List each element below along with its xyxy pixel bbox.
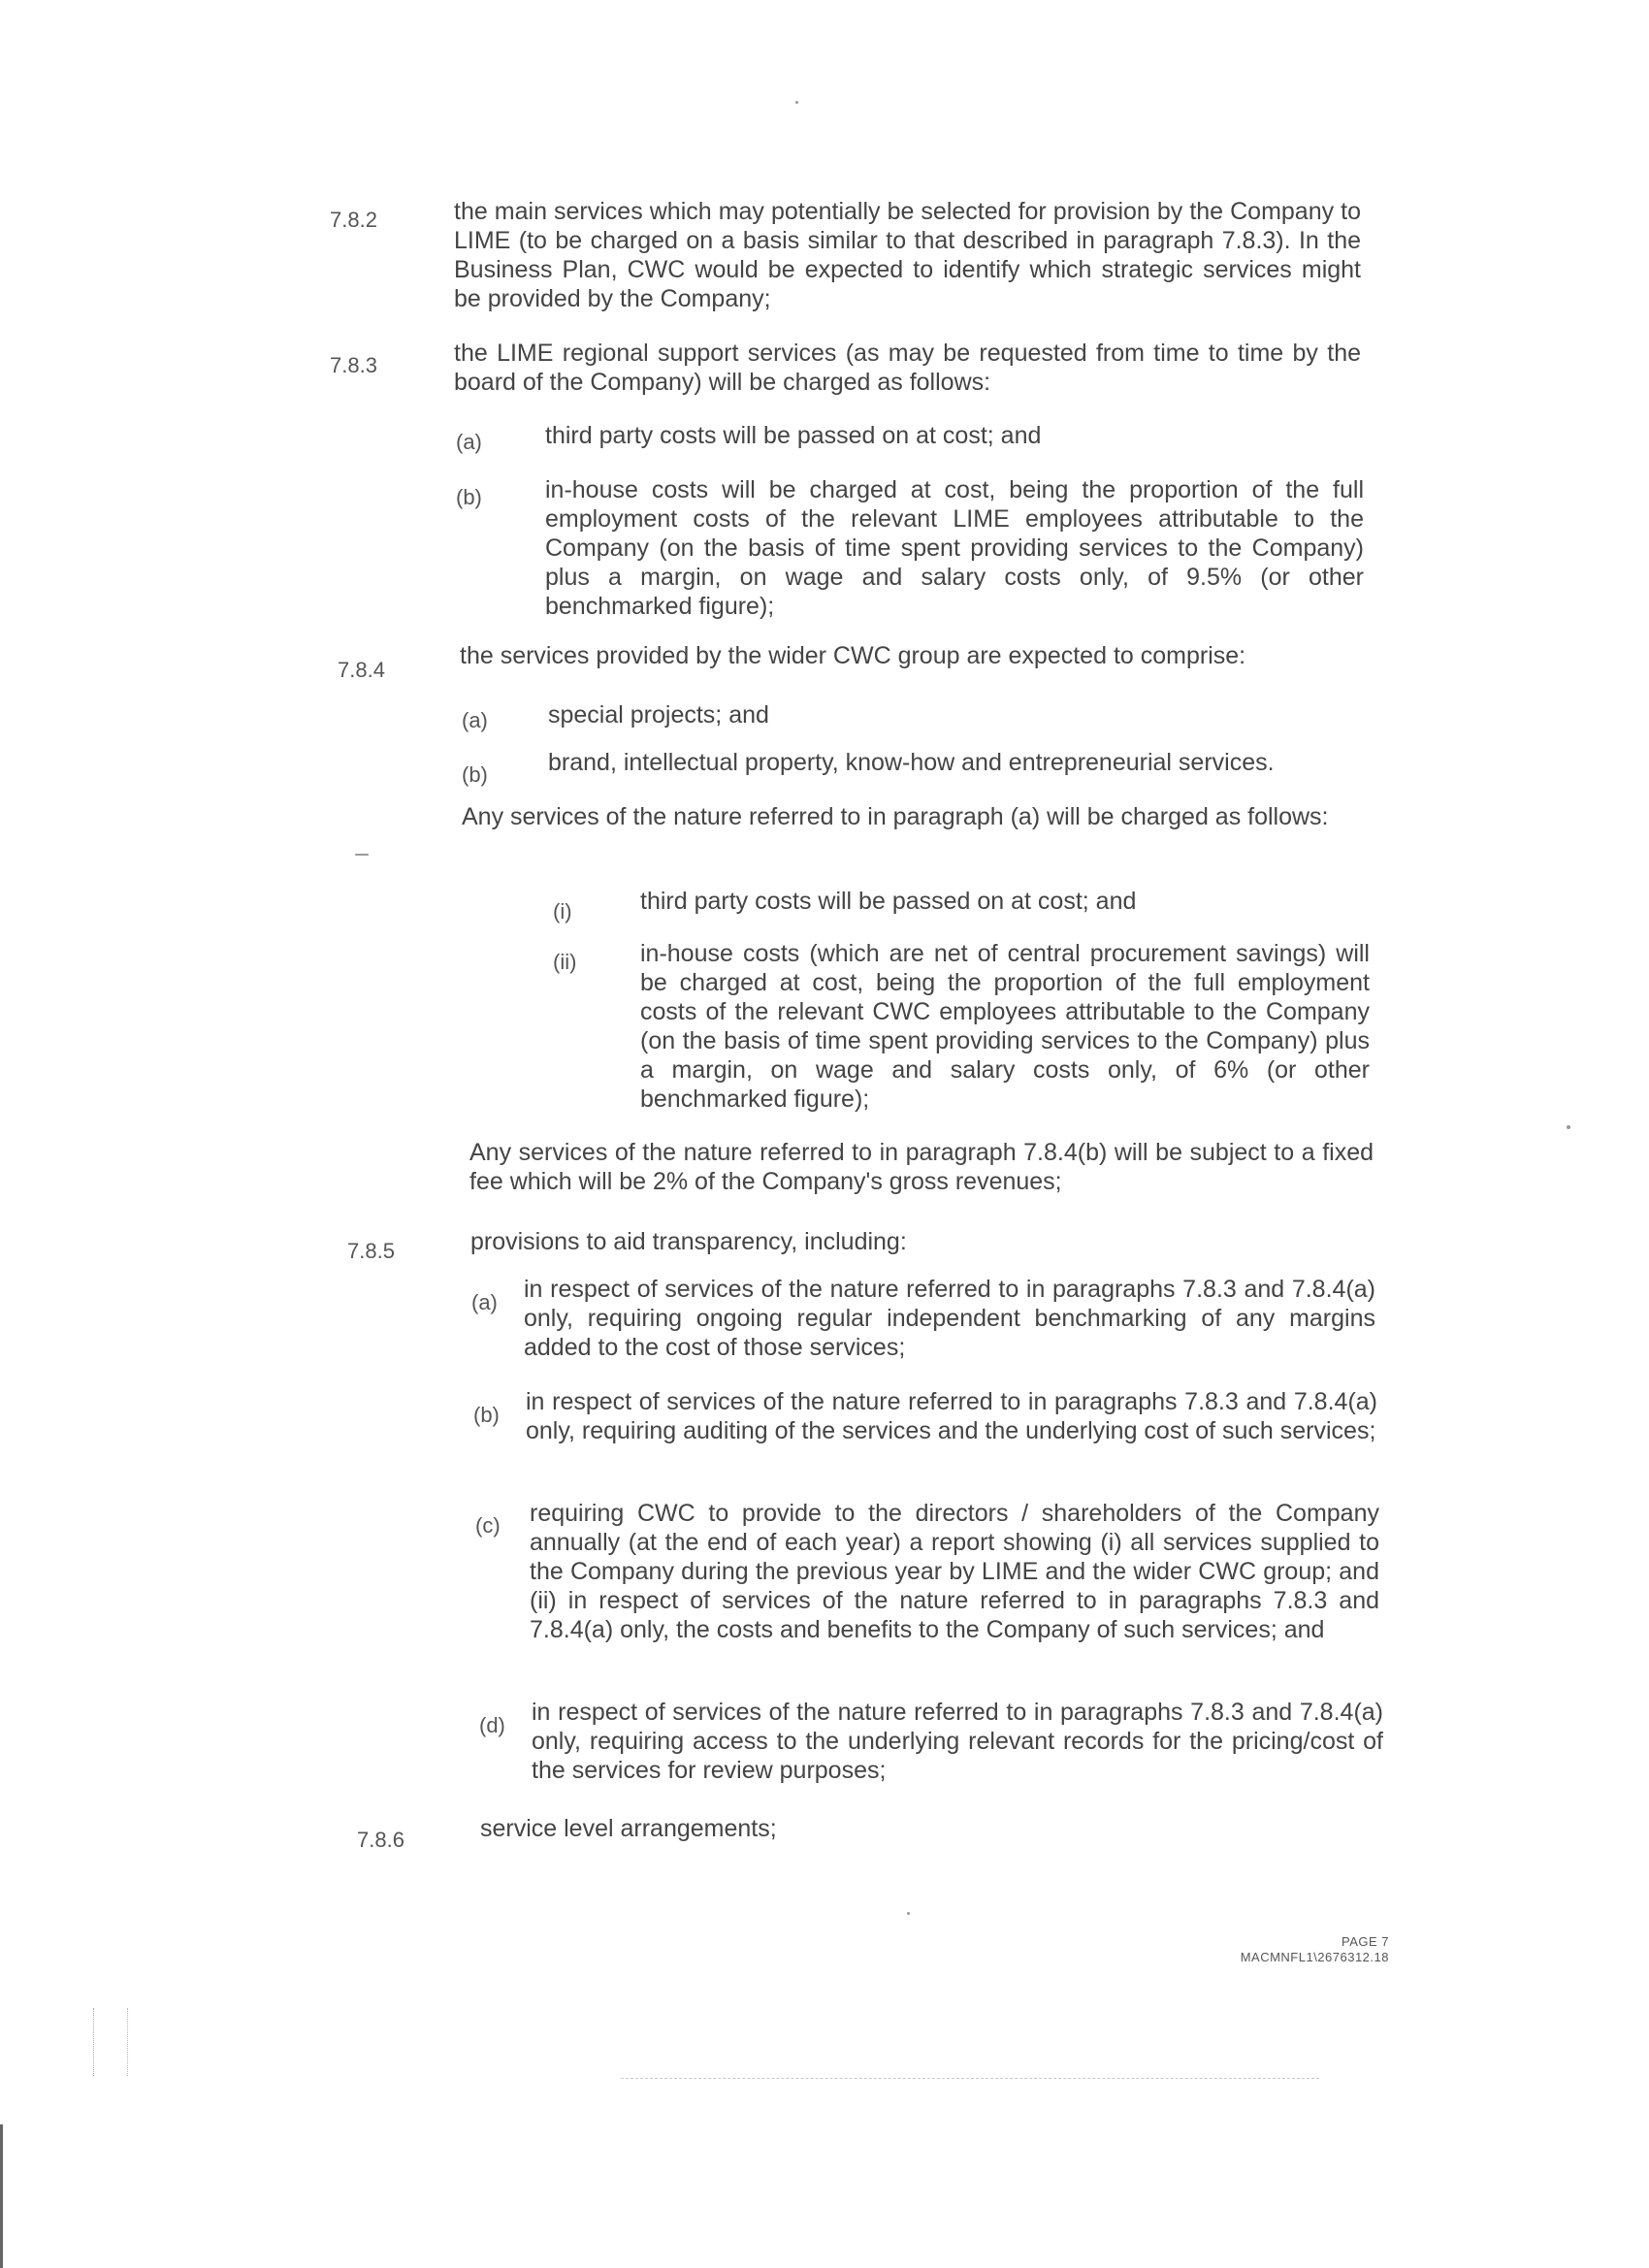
document-reference: MACMNFL1\2676312.18 (1240, 1950, 1389, 1964)
page-number: PAGE 7 (1341, 1934, 1389, 1949)
item-label-7-8-4-b: (b) (462, 762, 488, 787)
item-label-7-8-5-b: (b) (473, 1403, 500, 1427)
item-7-8-5-d-text: in respect of services of the nature referred to in paragraphs 7.8.3 and 7.8.4(a) only, requiring access to the underlying relevant records for the pricing/cost of the services for review purposes; (532, 1699, 1383, 1784)
fixed-fee-text: Any services of the nature referred to in paragraph 7.8.4(b) will be subject to a fixed fee which will be 2% of the Company's gross revenues; (469, 1139, 1374, 1195)
scan-speck (1567, 1125, 1570, 1129)
item-7-8-4-ii-text: in-house costs (which are net of central procurement savings) will be charged at cost, being the proportion of the full employment costs of the relevant CWC employees attributable to the Company (on the basis of time spent providing services to the Company) plus a margin, on wage and salary costs only, of 6% (or other benchmarked figure); (640, 940, 1370, 1113)
item-label-7-8-3-a: (a) (456, 430, 482, 454)
item-label-7-8-5-c: (c) (475, 1513, 501, 1538)
scan-speck (355, 854, 369, 856)
section-7-8-6-text: service level arrangements; (480, 1815, 777, 1842)
item-label-7-8-3-b: (b) (456, 485, 482, 509)
item-7-8-5-c-text: requiring CWC to provide to the directors / shareholders of the Company annually (at the end of each year) a report showing (i) all services supplied to the Company during the previous year by LIME and the wider CWC group; and (ii) in respect of services of the nature referred to in paragraphs 7.8.3 and 7.8.4(a) only, the costs and benefits to the Company of such services; and (530, 1500, 1379, 1643)
scan-noise-block (93, 2008, 128, 2076)
item-7-8-4-b-text: brand, intellectual property, know-how and entrepreneurial services. (548, 749, 1275, 776)
scan-speck (795, 101, 798, 104)
section-7-8-2-text: the main services which may potentially be selected for provision by the Company to LIME (to be charged on a basis similar to that described in paragraph 7.8.3). In the Business Plan, CWC would be expected to identify which strategic services might be provided by the Company; (454, 198, 1361, 312)
section-number-7-8-6: 7.8.6 (357, 1828, 404, 1852)
scan-speck (907, 1912, 910, 1915)
item-7-8-5-b-text: in respect of services of the nature referred to in paragraphs 7.8.3 and 7.8.4(a) only, requiring auditing of the services and the underlying cost of such services; (526, 1388, 1377, 1444)
item-label-7-8-5-d: (d) (479, 1713, 505, 1737)
section-number-7-8-2: 7.8.2 (330, 208, 377, 232)
section-7-8-4-text: the services provided by the wider CWC group are expected to comprise: (460, 642, 1246, 669)
charging-intro-text: Any services of the nature referred to in paragraph (a) will be charged as follows: (462, 803, 1329, 830)
section-number-7-8-5: 7.8.5 (347, 1239, 395, 1263)
item-7-8-3-b-text: in-house costs will be charged at cost, being the proportion of the full employment costs of the relevant LIME employees attributable to the Company (on the basis of time spent providing services to the Company) plus a margin, on wage and salary costs only, of 9.5% (or other benchmarked figure); (545, 476, 1364, 620)
item-label-7-8-4-a: (a) (462, 708, 488, 732)
scan-noise-line (621, 2078, 1319, 2079)
item-7-8-4-a-text: special projects; and (548, 701, 769, 729)
section-7-8-5-text: provisions to aid transparency, including: (470, 1228, 907, 1255)
item-7-8-3-a-text: third party costs will be passed on at cost; and (545, 422, 1042, 449)
section-number-7-8-3: 7.8.3 (330, 353, 377, 377)
item-7-8-5-a-text: in respect of services of the nature referred to in paragraphs 7.8.3 and 7.8.4(a) only, requiring ongoing regular independent benchmarking of any margins added to the cost of those services; (524, 1276, 1375, 1361)
item-label-7-8-4-ii: (ii) (553, 950, 577, 974)
section-number-7-8-4: 7.8.4 (338, 658, 385, 682)
scan-edge-mark (0, 2124, 3, 2268)
section-7-8-3-text: the LIME regional support services (as may be requested from time to time by the board of the Company) will be charged as follows: (454, 340, 1361, 396)
item-label-7-8-4-i: (i) (553, 899, 572, 923)
item-7-8-4-i-text: third party costs will be passed on at cost; and (640, 888, 1137, 915)
item-label-7-8-5-a: (a) (471, 1290, 498, 1314)
